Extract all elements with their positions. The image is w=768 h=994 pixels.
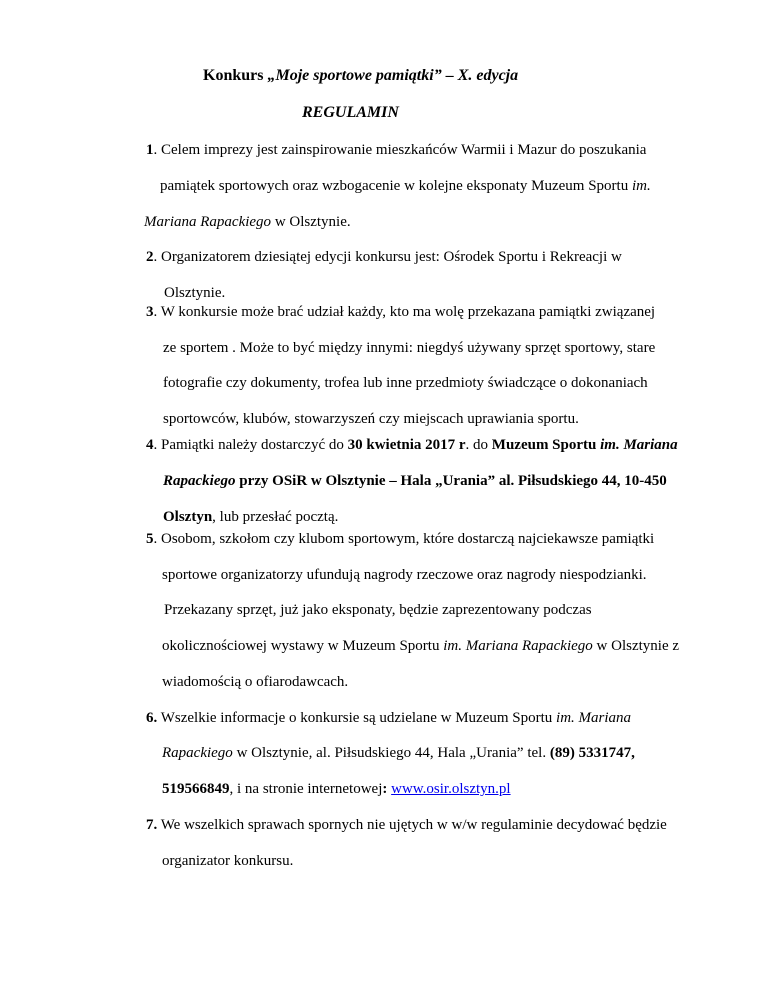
rule-1-line-3: Mariana Rapackiego w Olsztynie. [144, 214, 351, 230]
rule-7-line-1: 7. We wszelkich sprawach spornych nie ujętych w w/w regulaminie decydować będzie [146, 817, 667, 833]
rule-4-line-2: Rapackiego przy OSiR w Olsztynie – Hala „Urania” al. Piłsudskiego 44, 10-450 [163, 473, 667, 489]
rule-2-line-2: Olsztynie. [164, 285, 226, 301]
rule-7-number: 7. [146, 817, 158, 833]
rule-4-line-1: 4. Pamiątki należy dostarczyć do 30 kwietnia 2017 r. do Muzeum Sportu im. Mariana [146, 437, 678, 453]
website-link[interactable]: www.osir.olsztyn.pl [391, 781, 511, 797]
rule-6-line-2: Rapackiego w Olsztynie, al. Piłsudskiego 44, Hala „Urania” tel. (89) 5331747, [162, 745, 635, 761]
rule-3-line-2: ze sportem . Może to być między innymi: niegdyś używany sprzęt sportowy, stare [163, 340, 656, 356]
rule-5-line-4: okolicznościowej wystawy w Muzeum Sportu im. Mariana Rapackiego w Olsztynie z [162, 638, 680, 654]
rule-5-line-1: 5. Osobom, szkołom czy klubom sportowym, które dostarczą najciekawsze pamiątki [146, 531, 655, 547]
title-italic: „Moje sportowe pamiątki” – X. edycja [267, 67, 519, 84]
rule-1-number: 1 [146, 142, 154, 158]
rule-6-number: 6. [146, 710, 158, 726]
rule-1-line-1: 1. Celem imprezy jest zainspirowanie mieszkańców Warmii i Mazur do poszukania [146, 142, 647, 158]
rule-5-line-5: wiadomością o ofiarodawcach. [162, 674, 349, 690]
rule-2-line-1: 2. Organizatorem dziesiątej edycji konkursu jest: Ośrodek Sportu i Rekreacji w [146, 249, 622, 265]
rule-4-line-3: Olsztyn, lub przesłać pocztą. [163, 509, 339, 525]
rule-5-line-3: Przekazany sprzęt, już jako eksponaty, będzie zaprezentowany podczas [164, 602, 592, 618]
rule-5-number: 5 [146, 531, 154, 547]
rule-4-number: 4 [146, 437, 154, 453]
rule-3-line-4: sportowców, klubów, stowarzyszeń czy miejscach uprawiania sportu. [163, 411, 579, 427]
rule-1-line-2: pamiątek sportowych oraz wzbogacenie w kolejne eksponaty Muzeum Sportu im. [160, 178, 651, 194]
rule-6-line-1: 6. Wszelkie informacje o konkursie są udzielane w Muzeum Sportu im. Mariana [146, 710, 632, 726]
rule-5-line-2: sportowe organizatorzy ufundują nagrody rzeczowe oraz nagrody niespodzianki. [162, 567, 647, 583]
rule-6-line-3: 519566849, i na stronie internetowej: www.osir.olsztyn.pl [162, 781, 511, 797]
document-title: Konkurs „Moje sportowe pamiątki” – X. edycja [203, 67, 519, 84]
rule-3-number: 3 [146, 304, 154, 320]
rule-3-line-1: 3. W konkursie może brać udział każdy, kto ma wolę przekazana pamiątki związanej [146, 304, 656, 320]
document-subtitle: REGULAMIN [302, 104, 399, 121]
rule-3-line-3: fotografie czy dokumenty, trofea lub inne przedmioty świadczące o dokonaniach [163, 375, 648, 391]
rule-2-number: 2 [146, 249, 154, 265]
rule-7-line-2: organizator konkursu. [162, 853, 294, 869]
